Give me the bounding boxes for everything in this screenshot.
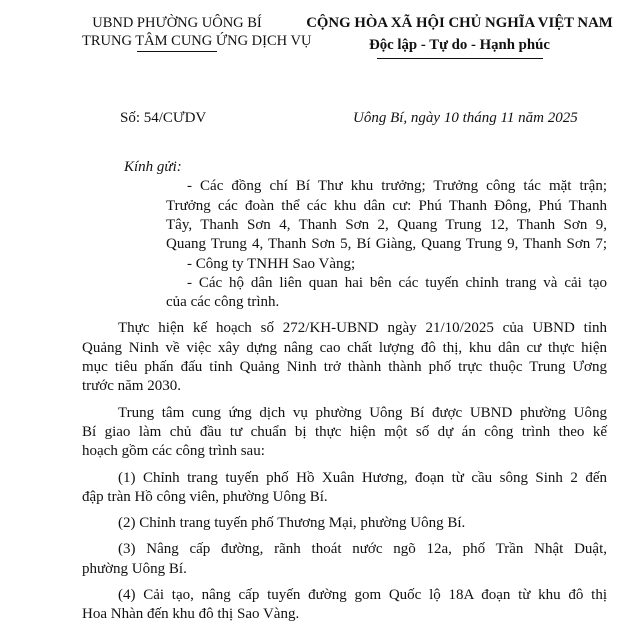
project-item-4: (4) Cải tạo, nâng cấp tuyến đường gom Quốc lộ 18A đoạn từ khu đô thị — [118, 587, 607, 603]
motto-underline — [377, 58, 543, 59]
recipient-line: - Các hộ dân liên quan hai bên các tuyến chỉnh trang và cải tạo — [187, 275, 607, 291]
project-item-3: (3) Nâng cấp đường, rãnh thoát nước ngõ 12a, phố Trần Nhật Duật, — [118, 541, 607, 557]
recipient-line: Trưởng các đoàn thể các khu dân cư: Phú Thanh Đông, Phú Thanh — [166, 198, 607, 214]
nation-title: CỘNG HÒA XÃ HỘI CHỦ NGHĨA VIỆT NAM — [306, 15, 613, 31]
recipient-line: - Công ty TNHH Sao Vàng; — [187, 256, 356, 272]
nation-motto: Độc lập - Tự do - Hạnh phúc — [369, 37, 550, 53]
org-name-line1: UBND PHƯỜNG UÔNG BÍ — [92, 15, 262, 31]
project-item-1: (1) Chỉnh trang tuyến phố Hồ Xuân Hương, đoạn từ cầu sông Sinh 2 đến — [118, 470, 607, 486]
paragraph-line: Bí giao làm chủ đầu tư chuẩn bị thực hiện một số dự án công trình theo kế — [82, 424, 607, 440]
project-item-3-cont: phường Uông Bí. — [82, 561, 187, 577]
org-name-line2: TRUNG TÂM CUNG ỨNG DỊCH VỤ — [82, 33, 312, 49]
project-item-2: (2) Chỉnh trang tuyến phố Thương Mại, phường Uông Bí. — [118, 515, 466, 531]
project-item-1-cont: đập tràn Hồ công viên, phường Uông Bí. — [82, 489, 328, 505]
paragraph-line: mục tiêu phấn đấu tỉnh Quảng Ninh trở thành thành phố trực thuộc Trung Ương — [82, 359, 607, 375]
recipients-heading: Kính gửi: — [124, 159, 182, 175]
recipient-line: Tây, Thanh Sơn 4, Thanh Sơn 2, Quang Trung 12, Thanh Sơn 9, — [166, 217, 607, 233]
recipient-line: của các công trình. — [166, 294, 280, 310]
paragraph-line: hoạch gồm các công trình sau: — [82, 443, 265, 459]
paragraph-line: Thực hiện kế hoạch số 272/KH-UBND ngày 21/10/2025 của UBND tỉnh — [118, 320, 607, 336]
project-item-4-cont: Hoa Nhàn đến khu đô thị Sao Vàng. — [82, 606, 300, 622]
recipient-line: Quang Trung 4, Thanh Sơn 5, Bí Giàng, Quang Trung 9, Thanh Sơn 7; — [166, 236, 607, 252]
org-underline — [137, 51, 217, 52]
paragraph-line: trước năm 2030. — [82, 378, 181, 394]
recipient-line: - Các đồng chí Bí Thư khu trưởng; Trưởng công tác mặt trận; — [187, 178, 607, 194]
document-number: Số: 54/CƯDV — [120, 110, 207, 126]
paragraph-line: Quảng Ninh về việc xây dựng nâng cao chất lượng đô thị, khu dân cư thực hiện — [82, 340, 607, 356]
paragraph-line: Trung tâm cung ứng dịch vụ phường Uông Bí được UBND phường Uông — [118, 405, 607, 421]
place-date: Uông Bí, ngày 10 tháng 11 năm 2025 — [353, 110, 578, 126]
